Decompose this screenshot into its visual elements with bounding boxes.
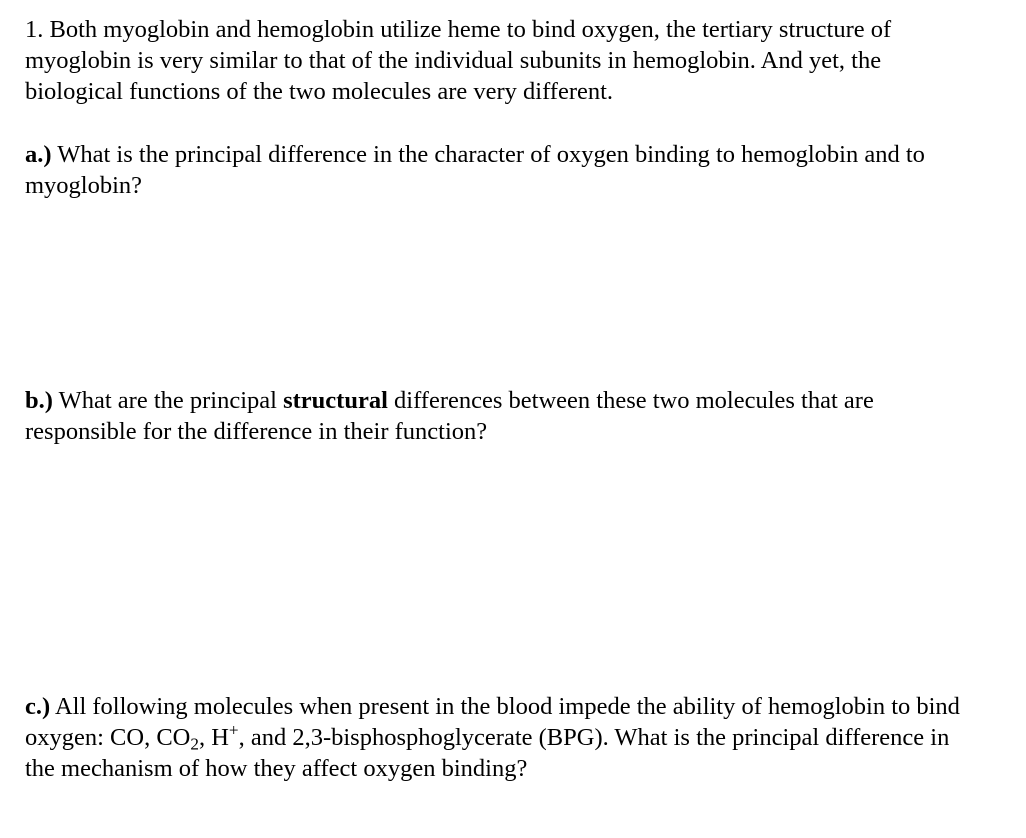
part-c-text-3: , and 2,3-bisphosphoglycerate (BPG). What is the principal difference in the mechanism of how they affect oxygen binding?	[25, 724, 950, 782]
co2-subscript: 2	[190, 734, 199, 754]
part-c-text-1: All following molecules when present in the blood impede the ability of hemoglobin to bind oxygen: CO, CO	[25, 693, 960, 751]
part-c	[25, 691, 985, 784]
question-number: 1.	[25, 16, 44, 43]
part-b-emphasis: structural	[283, 387, 388, 414]
part-c-text-2: , H	[198, 724, 229, 751]
part-c-label: c.)	[25, 693, 51, 720]
question-intro	[25, 14, 985, 107]
part-b-text-before: What are the principal	[58, 387, 277, 414]
part-a-label: a.)	[25, 141, 52, 168]
part-a	[25, 139, 985, 201]
part-b-label: b.)	[25, 387, 53, 414]
proton-superscript: +	[228, 720, 239, 740]
part-b	[25, 385, 985, 447]
question-intro-text: Both myoglobin and hemoglobin utilize heme to bind oxygen, the tertiary structure of myoglobin is very similar to that of the individual subunits in hemoglobin. And yet, the biological functions of the two molecules are very different.	[25, 16, 892, 105]
part-b-text-after: differences between these two molecules that are responsible for the difference in their function?	[25, 387, 874, 445]
part-a-text: What is the principal difference in the character of oxygen binding to hemoglobin and to myoglobin?	[25, 141, 925, 199]
